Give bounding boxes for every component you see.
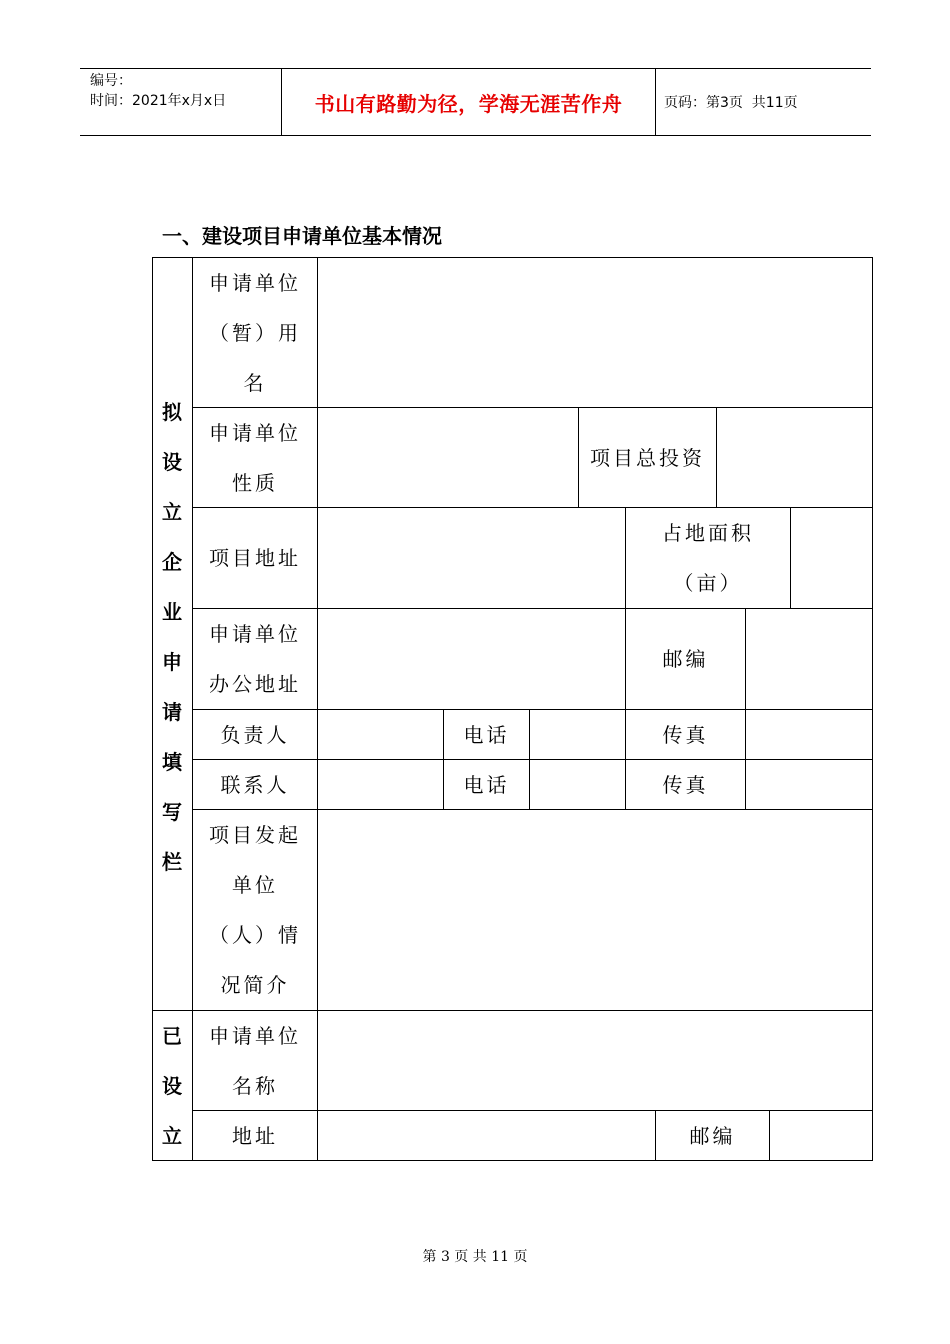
label-line: 电话 [463,722,510,747]
label-line: 项目发起 [209,823,301,847]
label-existing-postcode [656,1111,769,1160]
label-phone [444,710,529,759]
label-applicant-name [193,258,317,407]
label-line: 地址 [232,1123,278,1148]
label-land-area [626,508,790,608]
side-char: 业 [162,600,182,624]
label-line: 项目地址 [209,546,301,570]
section-title: 一、建设项目申请单位基本情况 [162,224,442,248]
label-fax [626,760,745,809]
side-char: 企 [162,550,182,574]
label-project-address [193,508,317,608]
side-char: 拟 [162,400,182,424]
cell-divider [745,608,746,810]
label-initiator-intro [193,810,317,1010]
label-existing-unit-name [193,1011,317,1110]
label-line: （人）情 [209,923,301,947]
cell-divider [790,507,791,608]
side-char: 写 [162,800,182,824]
label-line: 名 [243,370,267,395]
label-line: 传真 [662,722,709,747]
label-line: 申请单位 [209,1023,301,1048]
label-line: 项目总投资 [590,445,705,470]
cell-divider [529,709,530,810]
label-applicant-nature [193,408,317,507]
side-char: 立 [162,500,182,524]
label-line: 负责人 [220,722,290,747]
label-phone [444,760,529,809]
label-existing-address [193,1111,317,1160]
label-line: （暂）用 [209,320,301,345]
label-line: 单位 [232,873,278,897]
cell-divider [716,407,717,508]
side-label-existing [152,1011,192,1161]
label-line: 电话 [463,772,510,797]
label-line: 况简介 [220,973,290,997]
label-line: 性质 [232,470,278,495]
side-char: 栏 [162,850,182,874]
label-office-address [193,609,317,709]
label-line: 申请单位 [209,420,301,445]
label-line: 传真 [662,772,709,797]
page-info: 页码：第3页 共11页 [664,95,798,111]
number-label: 编号： [90,73,132,89]
time-label: 时间：2021年x月x日 [90,93,227,109]
label-fax [626,710,745,759]
side-label-proposed [152,387,192,887]
side-char: 设 [162,1074,182,1098]
side-char: 设 [162,450,182,474]
label-line: （亩） [673,571,743,595]
label-line: 占地面积 [662,521,754,545]
side-char: 已 [162,1024,182,1048]
side-char: 立 [162,1124,182,1148]
label-line: 联系人 [220,772,290,797]
label-line: 申请单位 [209,270,301,295]
label-line: 申请单位 [209,622,301,646]
side-char: 请 [162,700,182,724]
label-line: 名称 [232,1073,278,1098]
side-char: 申 [162,650,182,674]
label-total-investment [579,408,716,507]
cell-divider [769,1110,770,1161]
label-line: 办公地址 [209,672,301,696]
label-line: 邮编 [662,647,709,671]
label-line: 邮编 [689,1123,736,1148]
header-motto: 书山有路勤为径，学海无涯苦作舟 [282,69,656,135]
label-person-in-charge [193,710,317,759]
side-char: 填 [162,750,182,774]
label-contact-person [193,760,317,809]
label-postcode [626,609,745,709]
page-footer: 第 3 页 共 11 页 [422,1249,528,1265]
